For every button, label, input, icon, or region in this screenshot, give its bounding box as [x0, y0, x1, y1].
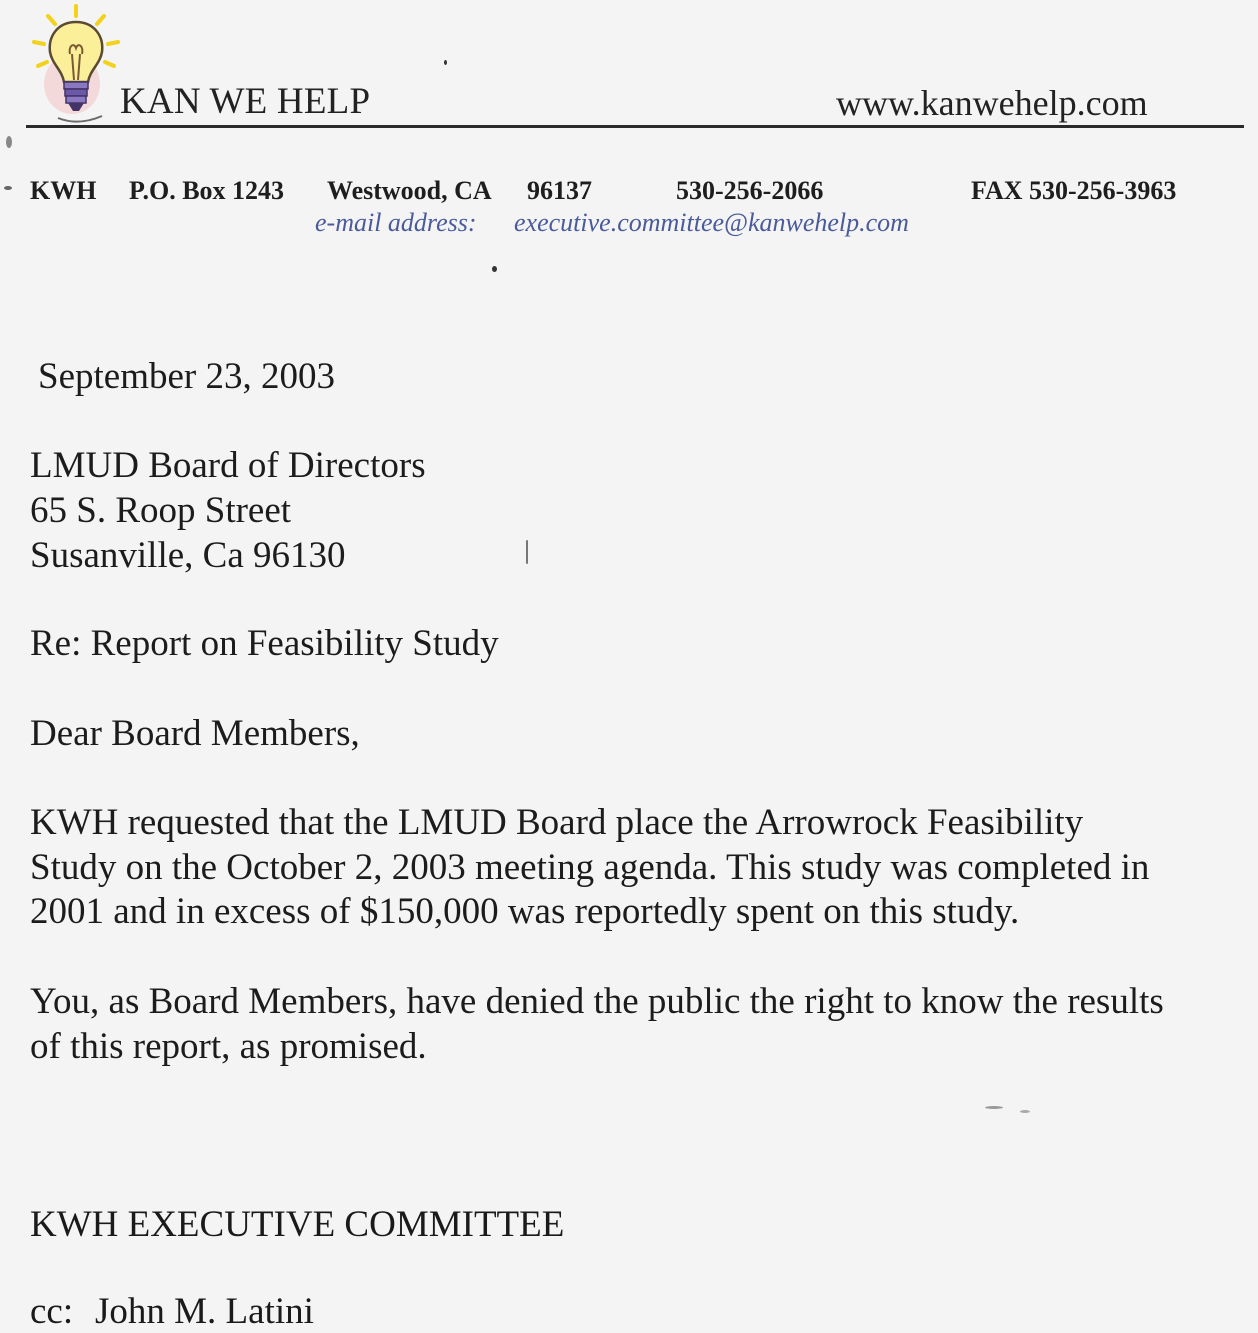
paragraph-2: [30, 980, 1164, 1069]
website-link[interactable]: www.kanwehelp.com: [836, 83, 1148, 123]
paragraph-1: [30, 801, 1149, 935]
scan-speck: [492, 266, 497, 272]
scan-speck: [444, 60, 447, 65]
salutation: Dear Board Members,: [30, 713, 360, 754]
organization-name: KAN WE HELP: [120, 81, 371, 122]
letter-date: September 23, 2003: [38, 356, 335, 397]
contact-fax: FAX 530-256-3963: [971, 176, 1177, 205]
paragraph-2-line-1: You, as Board Members, have denied the public the right to know the results: [30, 981, 1164, 1022]
recipient-line-1: LMUD Board of Directors: [30, 445, 426, 486]
contact-city-state: Westwood, CA: [327, 176, 492, 205]
lightbulb-icon: [28, 2, 124, 126]
paragraph-1-line-3: 2001 and in excess of $150,000 was reportedly spent on this study.: [30, 891, 1020, 932]
subject-line: Re: Report on Feasibility Study: [30, 623, 499, 664]
letterhead-divider: [26, 125, 1244, 128]
recipient-line-2: 65 S. Roop Street: [30, 490, 292, 531]
signature: KWH EXECUTIVE COMMITTEE: [30, 1204, 565, 1245]
scan-speck: [1020, 1110, 1030, 1113]
scan-speck: [4, 186, 12, 190]
paragraph-1-line-2: Study on the October 2, 2003 meeting agenda. This study was completed in: [30, 846, 1150, 888]
contact-phone: 530-256-2066: [676, 176, 824, 205]
contact-abbr: KWH: [30, 176, 97, 205]
paragraph-1-line-1: KWH requested that the LMUD Board place the Arrowrock Feasibility: [30, 802, 1084, 843]
cc-label: cc:: [30, 1291, 74, 1332]
cc-name: John M. Latini: [95, 1291, 314, 1332]
scan-speck: [526, 540, 528, 564]
contact-po-box: P.O. Box 1243: [129, 176, 285, 205]
contact-zip: 96137: [527, 176, 592, 205]
scan-speck: [6, 136, 12, 148]
email-label: e-mail address:: [315, 208, 477, 237]
paragraph-2-line-2: of this report, as promised.: [30, 1025, 427, 1067]
email-link[interactable]: executive.committee@kanwehelp.com: [514, 208, 909, 237]
recipient-line-3: Susanville, Ca 96130: [30, 535, 346, 576]
scan-speck: [985, 1106, 1003, 1109]
